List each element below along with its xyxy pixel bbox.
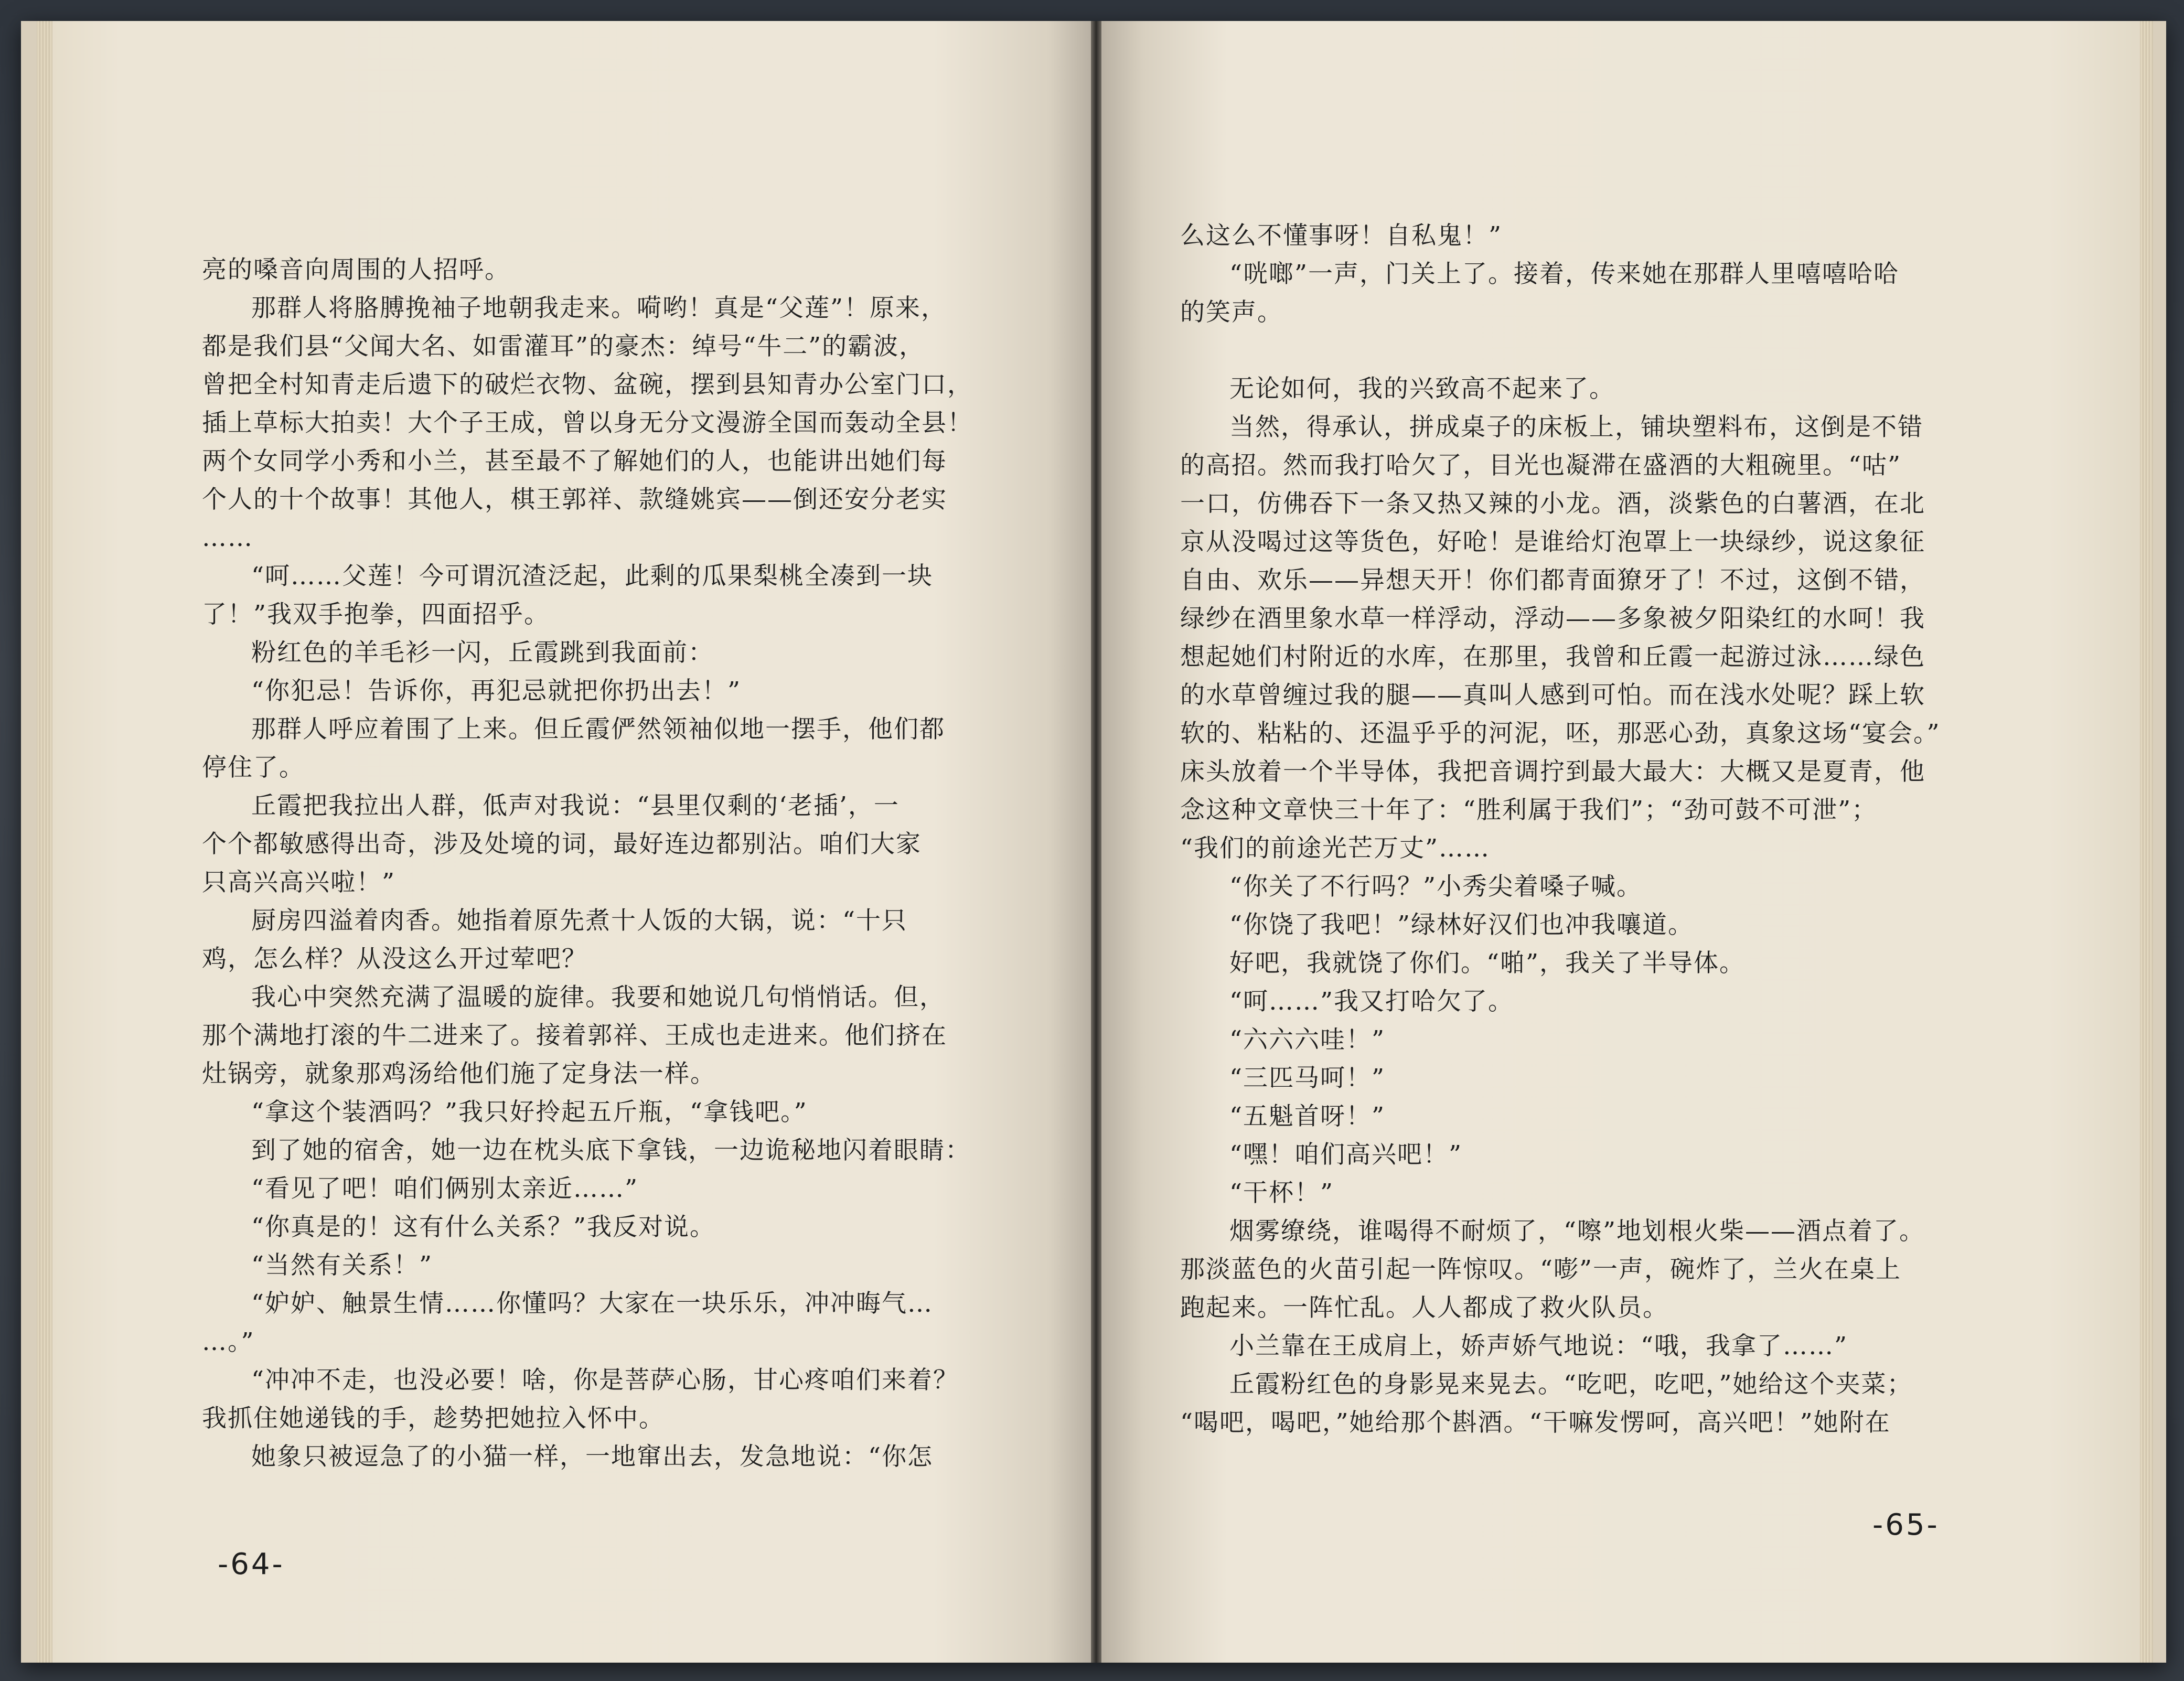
text-line: 了！”我双手抱拳，四面招乎。 — [202, 600, 550, 629]
text-line: 自由、欢乐——异想天开！你们都青面獠牙了！不过，这倒不错， — [1180, 566, 1925, 595]
text-line: 软的、粘粘的、还温乎乎的河泥，呸，那恶心劲，真象这场“宴会。” — [1180, 719, 1941, 748]
left-page — [37, 21, 1091, 1663]
open-book — [21, 21, 2166, 1663]
text-line: 她象只被逗急了的小猫一样，一地窜出去，发急地说：“你怎 — [251, 1442, 934, 1471]
text-line: 无论如何，我的兴致高不起来了。 — [1229, 374, 1615, 403]
text-line: “拿这个装酒吗？”我只好拎起五斤瓶，“拿钱吧。” — [251, 1098, 808, 1127]
text-line: “你真是的！这有什么关系？”我反对说。 — [251, 1213, 716, 1241]
text-line: 两个女同学小秀和小兰，甚至最不了解她们的人，也能讲出她们每 — [202, 447, 947, 476]
text-line: …。” — [202, 1327, 255, 1356]
text-line: 只高兴高兴啦！” — [202, 868, 396, 897]
text-line: 的高招。然而我打哈欠了，目光也凝滞在盛酒的大粗碗里。“咕” — [1180, 451, 1902, 480]
text-line: 到了她的宿舍，她一边在枕头底下拿钱，一边诡秘地闪着眼睛： — [251, 1136, 971, 1165]
text-line: 烟雾缭绕，谁喝得不耐烦了，“嚓”地划根火柴——酒点着了。 — [1229, 1217, 1925, 1246]
text-line: 的水草曾缠过我的腿——真叫人感到可怕。而在浅水处呢？踩上软 — [1180, 681, 1925, 710]
left-page-text — [202, 251, 1062, 1476]
text-line: 一口，仿佛吞下一条又热又辣的小龙。酒，淡紫色的白薯酒，在北 — [1180, 489, 1925, 518]
text-line: 灶锅旁，就象那鸡汤给他们施了定身法一样。 — [202, 1059, 716, 1088]
text-line: 绿纱在酒里象水草一样浮动，浮动——多象被夕阳染红的水呵！我 — [1180, 604, 1925, 633]
text-line: 那淡蓝色的火苗引起一阵惊叹。“嘭”一声，碗炸了，兰火在桌上 — [1180, 1255, 1902, 1284]
text-line: 那群人呼应着围了上来。但丘霞俨然领袖似地一摆手，他们都 — [251, 715, 945, 744]
text-line: “看见了吧！咱们俩别太亲近……” — [251, 1174, 639, 1203]
text-line: 厨房四溢着肉香。她指着原先煮十人饭的大锅，说：“十只 — [251, 906, 908, 935]
text-line: 丘霞把我拉出人群，低声对我说：“县里仅剩的‘老插’，一 — [251, 791, 900, 820]
text-line: “冲冲不走，也没必要！啥，你是菩萨心肠，甘心疼咱们来着？ — [251, 1366, 959, 1395]
text-line: “喝吧，喝吧，”她给那个斟酒。“干嘛发愣呵，高兴吧！”她附在 — [1180, 1408, 1891, 1437]
text-line: 个个都敏感得出奇，涉及处境的词，最好连边都别沾。咱们大家 — [202, 830, 922, 859]
text-line: 念这种文章快三十年了：“胜利属于我们”；“劲可鼓不可泄”； — [1180, 796, 1878, 825]
right-page-number: -65- — [1872, 1508, 1940, 1542]
page-edge-right — [2140, 21, 2153, 1663]
text-line: 丘霞粉红色的身影晃来晃去。“吃吧，吃吧，”她给这个夹菜； — [1229, 1370, 1913, 1399]
text-line: 曾把全村知青走后遗下的破烂衣物、盆碗，摆到县知青办公室门口， — [202, 370, 973, 399]
text-line: “你犯忌！告诉你，再犯忌就把你扔出去！” — [251, 677, 742, 705]
text-line: “嘿！咱们高兴吧！” — [1229, 1140, 1463, 1169]
text-line: “呵……”我又打哈欠了。 — [1229, 987, 1514, 1016]
text-line: “当然有关系！” — [251, 1251, 433, 1280]
text-line: “呵……父莲！今可谓沉渣泛起，此剩的瓜果梨桃全凑到一块 — [251, 562, 934, 591]
left-page-number: -64- — [218, 1547, 285, 1581]
text-line: 当然，得承认，拼成桌子的床板上，铺块塑料布，这倒是不错 — [1229, 413, 1923, 442]
text-line: “干杯！” — [1229, 1179, 1334, 1207]
text-line: 我抓住她递钱的手，趁势把她拉入怀中。 — [202, 1404, 665, 1433]
text-line: 个人的十个故事！其他人，棋王郭祥、款缝姚宾——倒还安分老实 — [202, 485, 947, 514]
text-line: 停住了。 — [202, 753, 305, 782]
text-line: 亮的嗓音向周围的人招呼。 — [202, 255, 510, 284]
right-page — [1101, 21, 2153, 1663]
text-line: 想起她们村附近的水库，在那里，我曾和丘霞一起游过泳……绿色 — [1180, 643, 1925, 671]
text-line: “你关了不行吗？”小秀尖着嗓子喊。 — [1229, 872, 1643, 901]
text-line: 鸡，怎么样？从没这么开过荤吧？ — [202, 945, 587, 973]
text-line: 好吧，我就饶了你们。“啪”，我关了半导体。 — [1229, 949, 1746, 978]
text-line: “六六六哇！” — [1229, 1025, 1386, 1054]
right-page-text — [1180, 217, 2067, 1442]
text-line: 跑起来。一阵忙乱。人人都成了救火队员。 — [1180, 1293, 1668, 1322]
text-line: 那群人将胳膊挽袖子地朝我走来。嗬哟！真是“父莲”！原来， — [251, 294, 947, 323]
text-line: “妒妒、触景生情……你懂吗？大家在一块乐乐，冲冲晦气… — [251, 1289, 934, 1318]
text-line: “三匹马呵！” — [1229, 1064, 1386, 1093]
text-line: 那个满地打滚的牛二进来了。接着郭祥、王成也走进来。他们挤在 — [202, 1021, 947, 1050]
text-line: 粉红色的羊毛衫一闪，丘霞跳到我面前： — [251, 638, 714, 667]
text-line: “五魁首呀！” — [1229, 1102, 1386, 1131]
text-line: 都是我们县“父闻大名、如雷灌耳”的豪杰：绰号“牛二”的霸波， — [202, 332, 925, 361]
text-line: 么这么不懂事呀！自私鬼！” — [1180, 221, 1503, 250]
book-spine — [1091, 21, 1101, 1663]
text-line: 的笑声。 — [1180, 298, 1283, 327]
text-line: “你饶了我吧！”绿林好汉们也冲我嚷道。 — [1229, 911, 1694, 939]
text-line: 床头放着一个半导体，我把音调拧到最大最大：大概又是夏青，他 — [1180, 757, 1925, 786]
text-line: “咣啷”一声，门关上了。接着，传来她在那群人里嘻嘻哈哈 — [1229, 260, 1900, 288]
text-line: 插上草标大拍卖！大个子王成，曾以身无分文漫游全国而轰动全县！ — [202, 409, 973, 437]
text-line: 我心中突然充满了温暖的旋律。我要和她说几句悄悄话。但， — [251, 983, 945, 1012]
text-line: 京从没喝过这等货色，好呛！是谁给灯泡罩上一块绿纱，说这象征 — [1180, 528, 1925, 556]
text-line: “我们的前途光芒万丈”…… — [1180, 834, 1491, 863]
page-edge-left — [37, 21, 52, 1663]
text-line: 小兰靠在王成肩上，娇声娇气地说：“哦，我拿了……” — [1229, 1332, 1848, 1361]
text-line: …… — [202, 523, 253, 552]
